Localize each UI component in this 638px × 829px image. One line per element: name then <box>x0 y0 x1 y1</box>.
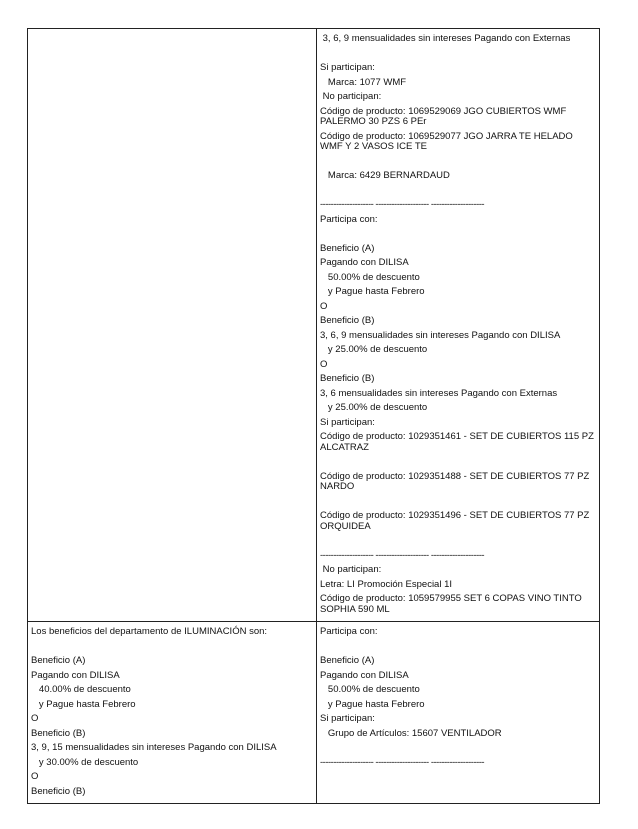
text-line: Si participan: <box>320 713 375 724</box>
text-line: Beneficio (B) <box>320 373 375 384</box>
text-line: 3, 6, 9 mensualidades sin intereses Pagando con Externas <box>320 33 571 44</box>
text-line: Beneficio (A) <box>320 655 375 666</box>
text-line: O <box>31 713 39 724</box>
text-line: 3, 6 mensualidades sin intereses Pagando con Externas <box>320 387 558 399</box>
text-line: Código de producto: 1029351496 - SET DE CUBIERTOS 77 PZ ORQUIDEA <box>320 510 590 532</box>
text-line: O <box>31 771 39 782</box>
blank-line <box>31 640 313 655</box>
text-line: Si participan: <box>320 62 375 73</box>
text-line: 40.00% de descuento <box>31 684 131 695</box>
text-line: Beneficio (B) <box>31 727 86 739</box>
text-line: Código de producto: 1069529069 JGO CUBIERTOS WMF PALERMO 30 PZS 6 PEr <box>320 105 567 127</box>
separator-line: -------------------- -------------------- -------------------- <box>320 756 485 768</box>
blank-line <box>320 47 596 62</box>
text-line: 50.00% de descuento <box>320 684 420 695</box>
top-left-cell <box>28 29 317 622</box>
text-line: 50.00% de descuento <box>320 271 420 283</box>
text-line: Beneficio (B) <box>320 315 375 326</box>
cell-lines <box>320 625 596 770</box>
table-row <box>28 29 600 622</box>
blank-line <box>320 534 596 549</box>
text-line: Participa con: <box>320 626 378 637</box>
blank-line <box>320 741 596 756</box>
separator-line: -------------------- -------------------- -------------------- <box>320 199 485 210</box>
bottom-left-cell <box>28 622 317 804</box>
text-line: y Pague hasta Febrero <box>320 286 425 297</box>
cell-lines <box>320 32 596 617</box>
separator-line: -------------------- -------------------- -------------------- <box>320 549 485 561</box>
blank-line <box>320 495 596 510</box>
text-line: Pagando con DILISA <box>320 669 409 681</box>
text-line: Beneficio (A) <box>320 242 375 254</box>
top-right-cell <box>317 29 600 622</box>
text-line: Pagando con DILISA <box>320 257 409 268</box>
blank-line <box>320 184 596 199</box>
text-line: y Pague hasta Febrero <box>320 698 425 710</box>
text-line: Código de producto: 1029351461 - SET DE CUBIERTOS 115 PZ ALCATRAZ <box>320 431 594 453</box>
text-line: Beneficio (B) <box>31 785 86 797</box>
text-line: 3, 6, 9 mensualidades sin intereses Pagando con DILISA <box>320 329 561 341</box>
text-line: Pagando con DILISA <box>31 669 120 681</box>
blank-line <box>320 227 596 242</box>
text-line: Si participan: <box>320 416 375 428</box>
text-line: y 30.00% de descuento <box>31 756 139 768</box>
text-line: y 25.00% de descuento <box>320 344 428 355</box>
text-line: O <box>320 358 328 370</box>
table-row <box>28 622 600 804</box>
blank-line <box>320 455 596 470</box>
text-line: Marca: 1077 WMF <box>320 76 407 88</box>
cell-lines <box>31 625 313 799</box>
bottom-right-cell <box>317 622 600 804</box>
text-line: No participan: <box>320 564 382 575</box>
text-line: Beneficio (A) <box>31 655 86 666</box>
benefits-table <box>27 28 600 804</box>
text-line: Letra: LI Promoción Especial 1I <box>320 578 453 590</box>
blank-line <box>320 155 596 170</box>
text-line: Participa con: <box>320 213 378 225</box>
text-line: Grupo de Artículos: 15607 VENTILADOR <box>320 727 502 739</box>
text-line: y Pague hasta Febrero <box>31 698 136 710</box>
text-line: No participan: <box>320 91 382 102</box>
text-line: Código de producto: 1029351488 - SET DE CUBIERTOS 77 PZ NARDO <box>320 470 590 492</box>
text-line: O <box>320 300 328 312</box>
text-line: Código de producto: 1069529077 JGO JARRA TE HELADO WMF Y 2 VASOS ICE TE <box>320 130 573 152</box>
text-line: Marca: 6429 BERNARDAUD <box>320 170 450 181</box>
text-line: y 25.00% de descuento <box>320 402 428 413</box>
text-line: Los beneficios del departamento de ILUMINACIÓN son: <box>31 626 268 637</box>
blank-line <box>320 640 596 655</box>
text-line: Código de producto: 1059579955 SET 6 COPAS VINO TINTO SOPHIA 590 ML <box>320 593 582 615</box>
text-line: 3, 9, 15 mensualidades sin intereses Pagando con DILISA <box>31 742 277 753</box>
